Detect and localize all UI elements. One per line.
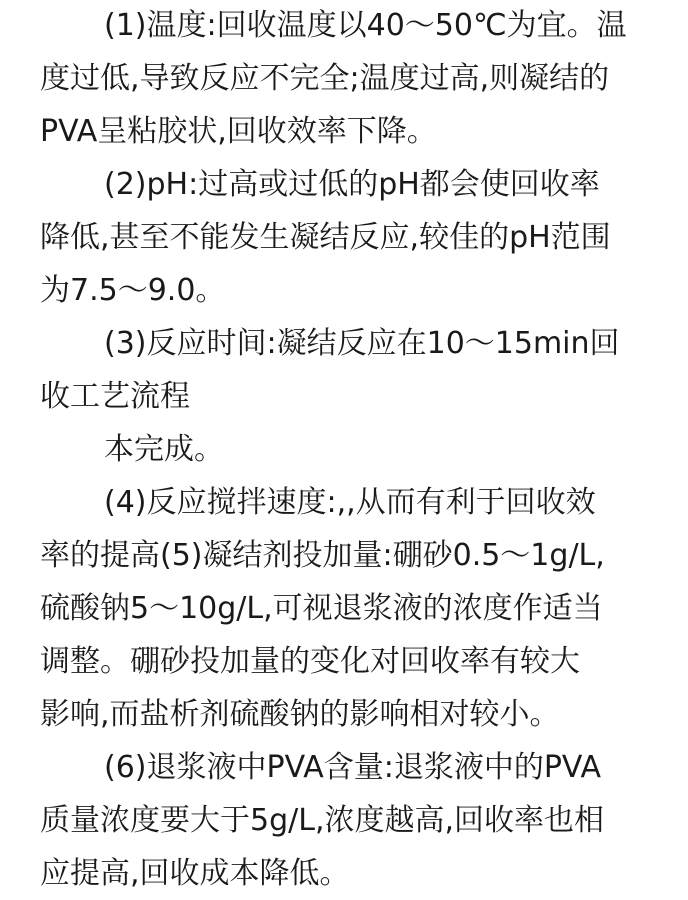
paragraph-2-line-2: 降低,甚至不能发生凝结反应,较佳的pH范围 [40, 220, 611, 255]
paragraph-4-line-5: 影响,而盐析剂硫酸钠的影响相对较小。 [40, 697, 560, 732]
paragraph-1-line-3: PVA呈粘胶状,回收效率下降。 [40, 114, 437, 149]
paragraph-3-line-3: 本完成。 [104, 432, 224, 467]
paragraph-6-line-2: 质量浓度要大于5g/L,浓度越高,回收率也相 [40, 803, 605, 838]
paragraph-2-line-1: (2)pH:过高或过低的pH都会使回收率 [104, 167, 600, 202]
paragraph-1-line-1: (1)温度:回收温度以40～50℃为宜。温 [104, 8, 627, 43]
paragraph-2-line-3: 为7.5～9.0。 [40, 273, 226, 308]
paragraph-6-line-1: (6)退浆液中PVA含量:退浆液中的PVA [104, 750, 602, 785]
paragraph-4-line-2: 率的提高(5)凝结剂投加量:硼砂0.5～1g/L, [40, 538, 605, 573]
paragraph-6-line-3: 应提高,回收成本降低。 [40, 856, 350, 891]
paragraph-4-line-3: 硫酸钠5～10g/L,可视退浆液的浓度作适当 [40, 591, 603, 626]
paragraph-1-line-2: 度过低,导致反应不完全;温度过高,则凝结的 [40, 61, 610, 96]
paragraph-4-line-1: (4)反应搅拌速度:,,从而有利于回收效 [104, 485, 596, 520]
paragraph-3-line-1: (3)反应时间:凝结反应在10～15min回 [104, 326, 620, 361]
paragraph-3-line-2: 收工艺流程 [40, 379, 190, 414]
paragraph-4-line-4: 调整。硼砂投加量的变化对回收率有较大 [40, 644, 580, 679]
